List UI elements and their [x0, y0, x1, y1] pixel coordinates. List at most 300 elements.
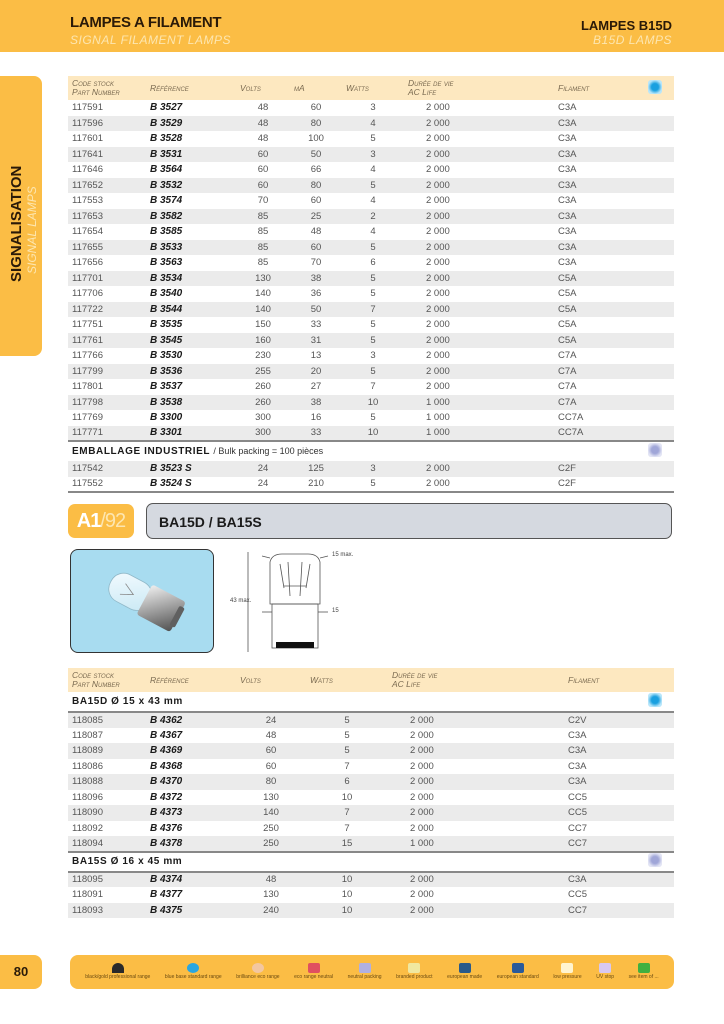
- col-code: Code stock Part Number: [68, 76, 146, 100]
- col-icon: [644, 668, 674, 692]
- cell-ma: 210: [290, 477, 342, 493]
- cell-filament: C5A: [554, 302, 644, 318]
- cell-code: 117653: [68, 209, 146, 225]
- cell-life: 2 000: [426, 102, 450, 114]
- cell-ma: 33: [290, 426, 342, 442]
- cell-ma: 100: [308, 133, 324, 145]
- cell-watts: 3: [370, 350, 376, 362]
- cell-empty: [644, 271, 674, 287]
- side-tab-fr: SIGNALISATION: [8, 165, 25, 282]
- black-gold-icon: [112, 963, 124, 973]
- branded-product-icon: [408, 963, 420, 973]
- legend-label: brilliance eco range: [236, 974, 280, 981]
- cell-ma: 125: [290, 461, 342, 477]
- cell-code: 117722: [68, 302, 146, 318]
- cell-ma: 50: [290, 147, 342, 163]
- cell-volts: 24: [236, 712, 306, 728]
- cell-life: 2 000: [404, 302, 554, 318]
- cell-volts: 48: [236, 872, 306, 888]
- cell-volts: 85: [257, 226, 269, 238]
- cell-ref: B 3582: [146, 209, 236, 225]
- cell-life: 2 000: [404, 271, 554, 287]
- section-header-row: [68, 852, 674, 872]
- col-ref: Référence: [146, 76, 236, 100]
- cell-code: 117706: [72, 288, 103, 300]
- cell-ma: 33: [310, 319, 322, 331]
- cell-code: 118094: [68, 836, 146, 852]
- cell-code: 117798: [68, 395, 146, 411]
- cell-ref: B 4373: [146, 805, 236, 821]
- cell-watts: 10: [306, 903, 388, 919]
- cell-life: 2 000: [426, 350, 450, 362]
- neutral-packing-icon: [359, 963, 371, 973]
- cell-filament: C3A: [558, 257, 577, 269]
- cell-watts: 7: [344, 822, 350, 834]
- cell-ma: 20: [290, 364, 342, 380]
- cell-code: 117596: [68, 116, 146, 132]
- legend-label: UV stop: [596, 974, 615, 981]
- cell-filament: C5A: [558, 319, 577, 331]
- cell-watts: 5: [342, 333, 404, 349]
- cell-empty: [644, 379, 674, 395]
- section-badge: A1/92: [68, 504, 134, 538]
- table-row: [68, 805, 674, 821]
- cell-life: 2 000: [404, 333, 554, 349]
- cell-empty: [644, 178, 674, 194]
- legend-label: see item of ...: [628, 974, 659, 981]
- cell-ma: 60: [310, 102, 322, 114]
- cell-life: 1 000: [404, 395, 554, 411]
- cell-life: 2 000: [388, 872, 564, 888]
- legend-item: [629, 963, 659, 981]
- table-row: [68, 426, 674, 442]
- cell-volts: 85: [236, 240, 290, 256]
- cell-watts: 3: [342, 461, 404, 477]
- cell-watts: 5: [370, 133, 376, 145]
- cell-empty: [644, 364, 674, 380]
- col-volts: Volts: [236, 76, 290, 100]
- cell-life: 2 000: [426, 195, 450, 207]
- cell-life: 1 000: [404, 426, 554, 442]
- cell-life: 2 000: [388, 805, 564, 821]
- cell-empty: [644, 302, 674, 318]
- cell-empty: [644, 477, 674, 493]
- cell-empty: [644, 728, 674, 744]
- cell-code: 117769: [72, 412, 103, 424]
- cell-life: 2 000: [410, 791, 434, 803]
- cell-ref: B 3301: [146, 426, 236, 442]
- cell-code: 117552: [68, 477, 146, 493]
- cell-life: 2 000: [426, 226, 450, 238]
- table-row: [68, 759, 674, 775]
- cell-filament: C3A: [564, 872, 644, 888]
- cell-ma: 50: [290, 302, 342, 318]
- table-row: [68, 131, 674, 147]
- cell-ref: B 4376: [150, 822, 183, 834]
- table-row: [68, 271, 674, 287]
- cell-code: 118086: [72, 760, 103, 772]
- dim-width-top: 15 max.: [332, 552, 354, 558]
- cell-filament: C3A: [554, 116, 644, 132]
- blue-base-icon: [187, 963, 199, 973]
- cell-empty: [644, 333, 674, 349]
- cell-volts: 24: [236, 477, 290, 493]
- section-header-row: [68, 692, 674, 712]
- cell-empty: [644, 805, 674, 821]
- cell-life: 2 000: [426, 288, 450, 300]
- cell-watts: 7: [342, 302, 404, 318]
- lamp-photo: [70, 549, 214, 653]
- cell-empty: [644, 395, 674, 411]
- cell-code: 117655: [68, 240, 146, 256]
- cell-life: 2 000: [404, 477, 554, 493]
- legend-label: blue base standard range: [164, 974, 222, 981]
- legend-label: branded product: [396, 974, 433, 981]
- cell-ma: 38: [290, 271, 342, 287]
- cell-filament: CC7A: [558, 412, 584, 424]
- cell-empty: [644, 240, 674, 256]
- cell-filament: C5A: [554, 271, 644, 287]
- table-row: [68, 379, 674, 395]
- cell-watts: 10: [341, 791, 353, 803]
- cell-life: 2 000: [410, 729, 434, 741]
- table-row: [68, 302, 674, 318]
- cell-filament: CC7: [564, 903, 644, 919]
- cell-watts: 5: [370, 288, 376, 300]
- cell-ref: B 4370: [146, 774, 236, 790]
- side-tab: [0, 76, 42, 356]
- cell-volts: 160: [236, 333, 290, 349]
- cell-life: 2 000: [404, 116, 554, 132]
- cell-volts: 240: [236, 903, 306, 919]
- col-watts: Watts: [342, 76, 404, 100]
- low-pressure-icon: [561, 963, 573, 973]
- cell-ma: 38: [290, 395, 342, 411]
- cell-ma: 31: [290, 333, 342, 349]
- cell-empty: [644, 743, 674, 759]
- cell-code: 118087: [72, 729, 103, 741]
- cell-watts: 4: [342, 116, 404, 132]
- cell-filament: C3A: [564, 743, 644, 759]
- cell-empty: [644, 255, 674, 271]
- cell-empty: [644, 461, 674, 477]
- cell-volts: 60: [236, 147, 290, 163]
- cell-filament: C3A: [554, 209, 644, 225]
- cell-filament: C3A: [558, 195, 577, 207]
- cell-life: 2 000: [404, 240, 554, 256]
- cell-volts: 48: [257, 102, 269, 114]
- cell-ref: B 4377: [150, 889, 183, 901]
- cell-empty: [644, 100, 674, 116]
- cell-ref: B 4372: [150, 791, 183, 803]
- cell-life: 2 000: [388, 903, 564, 919]
- cell-life: 1 000: [388, 836, 564, 852]
- cell-empty: [644, 131, 674, 147]
- cell-ref: B 3544: [146, 302, 236, 318]
- page-header: [0, 0, 724, 52]
- cell-watts: 4: [370, 195, 376, 207]
- cell-ma: 48: [310, 226, 322, 238]
- lamp-table-b15d: [68, 76, 674, 493]
- cell-filament: C3A: [568, 729, 587, 741]
- cell-ref: B 4368: [150, 760, 183, 772]
- cell-watts: 5: [342, 364, 404, 380]
- cell-watts: 5: [370, 319, 376, 331]
- cell-code: 117701: [68, 271, 146, 287]
- cell-watts: 5: [342, 271, 404, 287]
- cell-watts: 5: [370, 412, 376, 424]
- bulk-subtitle: / Bulk packing = 100 pièces: [213, 446, 324, 456]
- table-row: [68, 410, 674, 426]
- cell-filament: C2F: [554, 477, 644, 493]
- cell-life: 2 000: [404, 461, 554, 477]
- table-header-row: [68, 668, 674, 692]
- cell-watts: 3: [342, 147, 404, 163]
- cell-volts: 85: [257, 257, 269, 269]
- cell-empty: [644, 116, 674, 132]
- legend-label: low pressure: [553, 974, 582, 981]
- cell-volts: 48: [265, 729, 277, 741]
- cell-ref: B 4362: [146, 712, 236, 728]
- table-row: [68, 100, 674, 116]
- cell-code: 118093: [68, 903, 146, 919]
- cell-watts: 6: [370, 257, 376, 269]
- table-row: [68, 872, 674, 888]
- cell-volts: 60: [236, 178, 290, 194]
- european-made-icon: [459, 963, 471, 973]
- header-category-fr: LAMPES B15D: [580, 18, 672, 33]
- header-title-fr: LAMPES A FILAMENT: [70, 14, 222, 31]
- cell-watts: 7: [344, 760, 350, 772]
- legend-label: neutral packing: [347, 974, 382, 981]
- cell-code: 117766: [72, 350, 103, 362]
- blue-base-icon: [648, 80, 662, 94]
- table-row: [68, 209, 674, 225]
- table-row: [68, 333, 674, 349]
- cell-volts: 150: [255, 319, 271, 331]
- cell-ma: 25: [290, 209, 342, 225]
- col-ref: Référence: [146, 668, 236, 692]
- cell-filament: CC5: [568, 889, 588, 901]
- table-header-row: [68, 76, 674, 100]
- cell-ref: B 4375: [146, 903, 236, 919]
- cell-watts: 4: [370, 226, 376, 238]
- cell-volts: 130: [236, 271, 290, 287]
- table-row: [68, 903, 674, 919]
- cell-volts: 85: [236, 209, 290, 225]
- table-row: [68, 887, 674, 903]
- cell-ref: B 4369: [146, 743, 236, 759]
- brilliance-icon: [252, 963, 264, 973]
- cell-filament: CC7: [568, 822, 588, 834]
- cell-life: 2 000: [404, 178, 554, 194]
- cell-ref: B 3564: [150, 164, 183, 176]
- cell-watts: 10: [342, 395, 404, 411]
- cell-ref: B 3536: [146, 364, 236, 380]
- cell-volts: 255: [236, 364, 290, 380]
- cell-ref: B 3524 S: [146, 477, 236, 493]
- table-row: [68, 178, 674, 194]
- cell-code: 118088: [68, 774, 146, 790]
- cell-watts: 5: [306, 743, 388, 759]
- blue-base-icon: [648, 693, 662, 707]
- cell-code: 117801: [72, 381, 103, 393]
- cell-filament: C2F: [554, 461, 644, 477]
- cell-watts: 2: [342, 209, 404, 225]
- cell-code: 118089: [68, 743, 146, 759]
- section-title: BA15S Ø 16 x 45 mm: [68, 852, 644, 872]
- cell-filament: C3A: [558, 164, 577, 176]
- cell-filament: C5A: [554, 333, 644, 349]
- legend-item: [294, 963, 333, 981]
- legend-item: [497, 963, 539, 981]
- cell-watts: 7: [306, 805, 388, 821]
- cell-empty: [644, 836, 674, 852]
- cell-filament: CC5: [568, 791, 588, 803]
- table-row: [68, 147, 674, 163]
- cell-volts: 140: [236, 302, 290, 318]
- legend-item: [596, 963, 614, 981]
- section-title: BA15D / BA15S: [146, 503, 672, 539]
- table-row: [68, 836, 674, 852]
- table-row: [68, 240, 674, 256]
- legend-label: european made: [447, 974, 483, 981]
- col-icon: [644, 76, 674, 100]
- table-row: [68, 193, 674, 209]
- cell-ref: B 3530: [150, 350, 183, 362]
- cell-code: 117654: [72, 226, 103, 238]
- table-row: [68, 255, 674, 271]
- cell-life: 2 000: [410, 760, 434, 772]
- cell-ref: B 4374: [146, 872, 236, 888]
- cell-volts: 80: [236, 774, 306, 790]
- cell-watts: 3: [370, 102, 376, 114]
- cell-life: 2 000: [426, 319, 450, 331]
- cell-volts: 250: [263, 822, 279, 834]
- cell-life: 2 000: [404, 209, 554, 225]
- cell-empty: [644, 193, 674, 209]
- cell-code: 118096: [72, 791, 103, 803]
- dim-height: 43 max.: [230, 598, 252, 604]
- legend-item: [236, 963, 279, 981]
- cell-watts: 10: [341, 889, 353, 901]
- legend-item: [348, 963, 382, 981]
- cell-ref: B 3537: [150, 381, 183, 393]
- lamp-dimension-diagram: [232, 548, 372, 656]
- cell-volts: 24: [236, 461, 290, 477]
- cell-code: 118092: [72, 822, 103, 834]
- cell-ref: B 3528: [150, 133, 183, 145]
- cell-ref: B 3535: [150, 319, 183, 331]
- cell-ma: 16: [310, 412, 322, 424]
- cell-ref: B 3531: [146, 147, 236, 163]
- bulk-section-row: [68, 441, 674, 461]
- cell-watts: 7: [370, 381, 376, 393]
- table-row: [68, 364, 674, 380]
- cell-volts: 48: [236, 116, 290, 132]
- cell-filament: C3A: [554, 178, 644, 194]
- cell-ref: B 3574: [150, 195, 183, 207]
- cell-ma: 60: [310, 195, 322, 207]
- cell-code: 117646: [72, 164, 103, 176]
- cell-ref: B 3540: [150, 288, 183, 300]
- cell-code: 117799: [68, 364, 146, 380]
- cell-filament: C3A: [568, 760, 587, 772]
- col-filament: Filament: [564, 668, 644, 692]
- cell-filament: C5A: [558, 288, 577, 300]
- cell-watts: 10: [342, 426, 404, 442]
- cell-code: 117771: [68, 426, 146, 442]
- cell-watts: 5: [306, 712, 388, 728]
- cell-ma: 66: [310, 164, 322, 176]
- legend-item: [396, 963, 432, 981]
- cell-volts: 60: [257, 164, 269, 176]
- table-row: [68, 317, 674, 333]
- cell-life: 2 000: [404, 147, 554, 163]
- cell-ref: B 3523 S: [146, 461, 236, 477]
- cell-empty: [644, 790, 674, 806]
- cell-empty: [644, 147, 674, 163]
- cell-life: 2 000: [388, 712, 564, 728]
- cell-empty: [644, 348, 674, 364]
- see-item-icon: [638, 963, 650, 973]
- cell-filament: C7A: [554, 395, 644, 411]
- cell-ref: B 3529: [146, 116, 236, 132]
- cell-watts: 5: [342, 240, 404, 256]
- table-row: [68, 224, 674, 240]
- dim-width-base: 15: [332, 608, 339, 614]
- col-ma: mA: [290, 76, 342, 100]
- grey-packing-icon: [648, 443, 662, 457]
- cell-volts: 300: [236, 426, 290, 442]
- cell-empty: [644, 209, 674, 225]
- cell-empty: [644, 821, 674, 837]
- cell-watts: 4: [370, 164, 376, 176]
- cell-filament: C3A: [558, 226, 577, 238]
- cell-empty: [644, 162, 674, 178]
- table-row: [68, 162, 674, 178]
- cell-ref: B 3532: [146, 178, 236, 194]
- cell-empty: [644, 872, 674, 888]
- cell-empty: [644, 903, 674, 919]
- cell-volts: 230: [255, 350, 271, 362]
- cell-watts: 5: [344, 729, 350, 741]
- table-row: [68, 728, 674, 744]
- cell-ma: 27: [310, 381, 322, 393]
- cell-ref: B 3563: [150, 257, 183, 269]
- cell-ref: B 3538: [146, 395, 236, 411]
- col-life: Durée de vie AC Life: [388, 668, 564, 692]
- cell-volts: 60: [236, 743, 306, 759]
- cell-volts: 260: [255, 381, 271, 393]
- cell-code: 117761: [68, 333, 146, 349]
- cell-volts: 260: [236, 395, 290, 411]
- table-row: [68, 116, 674, 132]
- european-standard-icon: [512, 963, 524, 973]
- cell-code: 117553: [72, 195, 103, 207]
- cell-life: 2 000: [388, 774, 564, 790]
- legend-item: [447, 963, 482, 981]
- cell-life: 2 000: [426, 257, 450, 269]
- table-row: [68, 774, 674, 790]
- cell-volts: 70: [257, 195, 269, 207]
- cell-ma: 36: [310, 288, 322, 300]
- cell-filament: C2V: [564, 712, 644, 728]
- table-row: [68, 286, 674, 302]
- legend-item: [165, 963, 222, 981]
- cell-ma: 70: [310, 257, 322, 269]
- cell-code: 117641: [68, 147, 146, 163]
